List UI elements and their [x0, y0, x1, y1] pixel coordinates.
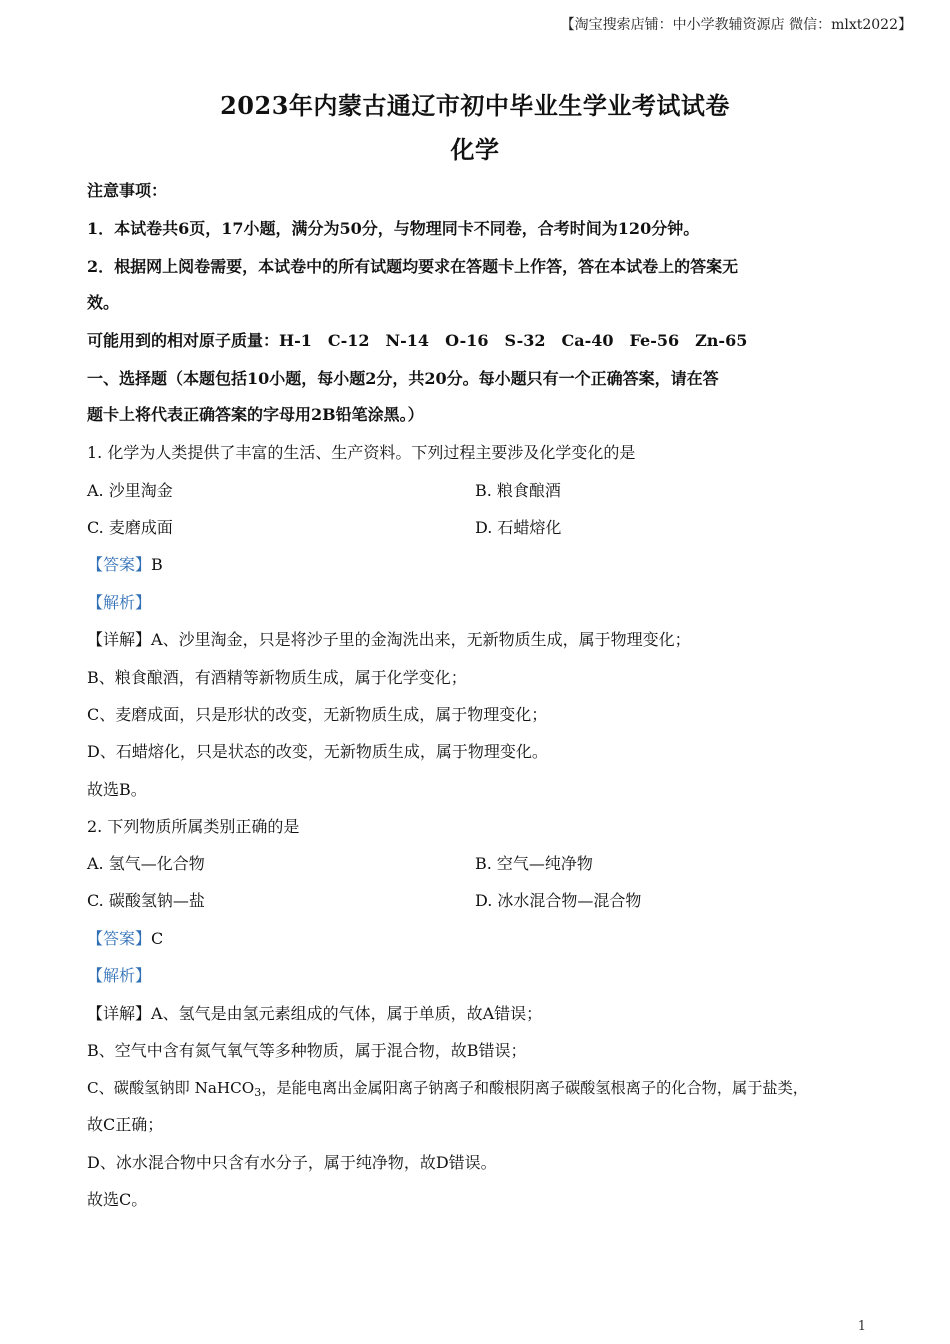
answer-tag: 【答案】 — [87, 929, 152, 948]
notice-item-2-cont: 效。 — [87, 293, 120, 312]
page-number: 1 — [857, 1319, 866, 1334]
exam-title: 2023年内蒙古通辽市初中毕业生学业考试试卷 — [220, 91, 730, 120]
detail-text: A、氢气是由氢元素组成的气体，属于单质，故A错误； — [151, 1004, 543, 1023]
q1-option-b: B. 粮食酿酒 — [475, 481, 561, 500]
q1-answer — [87, 554, 868, 576]
answer-tag: 【答案】 — [87, 555, 152, 574]
q1-detail-1 — [87, 629, 868, 651]
q1-detail-3: C、麦磨成面，只是形状的改变，无新物质生成，属于物理变化； — [87, 705, 548, 724]
detail-tag: 【详解】 — [87, 1004, 152, 1023]
subject-title: 化学 — [450, 135, 500, 164]
q1-detail-2: B、粮食酿酒，有酒精等新物质生成，属于化学变化； — [87, 668, 467, 687]
q2-option-c: C. 碳酸氢钠—盐 — [87, 891, 205, 910]
q2-detail-2: B、空气中含有氮气氧气等多种物质，属于混合物，故B错误； — [87, 1041, 527, 1060]
q1-option-c: C. 麦磨成面 — [87, 518, 173, 537]
atomic-mass-line: 可能用到的相对原子质量：H-1 C-12 N-14 O-16 S-32 Ca-40 Fe-56 Zn-65 — [87, 331, 748, 350]
q2-detail-1 — [87, 1003, 868, 1025]
q2-answer — [87, 928, 868, 950]
q2-option-b: B. 空气—纯净物 — [475, 854, 593, 873]
q1-analysis-tag: 【解析】 — [87, 593, 152, 612]
q2-conclusion: 故选C。 — [87, 1190, 148, 1209]
notice-item-2: 2．根据网上阅卷需要，本试卷中的所有试题均要求在答题卡上作答，答在本试卷上的答案无 — [87, 257, 739, 276]
q2-option-a: A. 氢气—化合物 — [87, 854, 205, 873]
q2-analysis-tag: 【解析】 — [87, 966, 152, 985]
q2-detail-4: D、冰水混合物中只含有水分子，属于纯净物，故D错误。 — [87, 1153, 497, 1172]
q1-option-a: A. 沙里淘金 — [87, 481, 173, 500]
q2-detail-3 — [87, 1077, 868, 1104]
answer-value: B — [151, 555, 163, 574]
notice-item-1: 1．本试卷共6页，17小题，满分为50分，与物理同卡不同卷，合考时间为120分钟。 — [87, 219, 700, 238]
detail-text: ，是能电离出金属阳离子钠离子和酸根阴离子碳酸氢根离子的化合物，属于盐类， — [261, 1079, 808, 1097]
q2-stem: 2. 下列物质所属类别正确的是 — [87, 817, 300, 836]
q1-detail-4: D、石蜡熔化，只是状态的改变，无新物质生成，属于物理变化。 — [87, 742, 548, 761]
detail-text: A、沙里淘金，只是将沙子里的金淘洗出来，无新物质生成，属于物理变化； — [151, 630, 691, 649]
section-1-heading: 一、选择题（本题包括10小题，每小题2分，共20分。每小题只有一个正确答案，请在答 — [87, 369, 719, 388]
detail-text: C、碳酸氢钠即 NaHCO — [87, 1079, 255, 1097]
header-note: 【淘宝搜索店铺：中小学教辅资源店 微信：mlxt2022】 — [560, 17, 912, 33]
section-1-heading-cont: 题卡上将代表正确答案的字母用2B铅笔涂黑。） — [87, 405, 424, 424]
q1-conclusion: 故选B。 — [87, 780, 147, 799]
q2-detail-3-cont: 故C正确； — [87, 1115, 164, 1134]
notice-heading: 注意事项： — [87, 181, 168, 200]
q1-stem: 1. 化学为人类提供了丰富的生活、生产资料。下列过程主要涉及化学变化的是 — [87, 443, 636, 462]
answer-value: C — [151, 929, 164, 948]
subscript: 3 — [254, 1086, 262, 1099]
q1-option-d: D. 石蜡熔化 — [475, 518, 562, 537]
q2-option-d: D. 冰水混合物—混合物 — [475, 891, 642, 910]
detail-tag: 【详解】 — [87, 630, 152, 649]
